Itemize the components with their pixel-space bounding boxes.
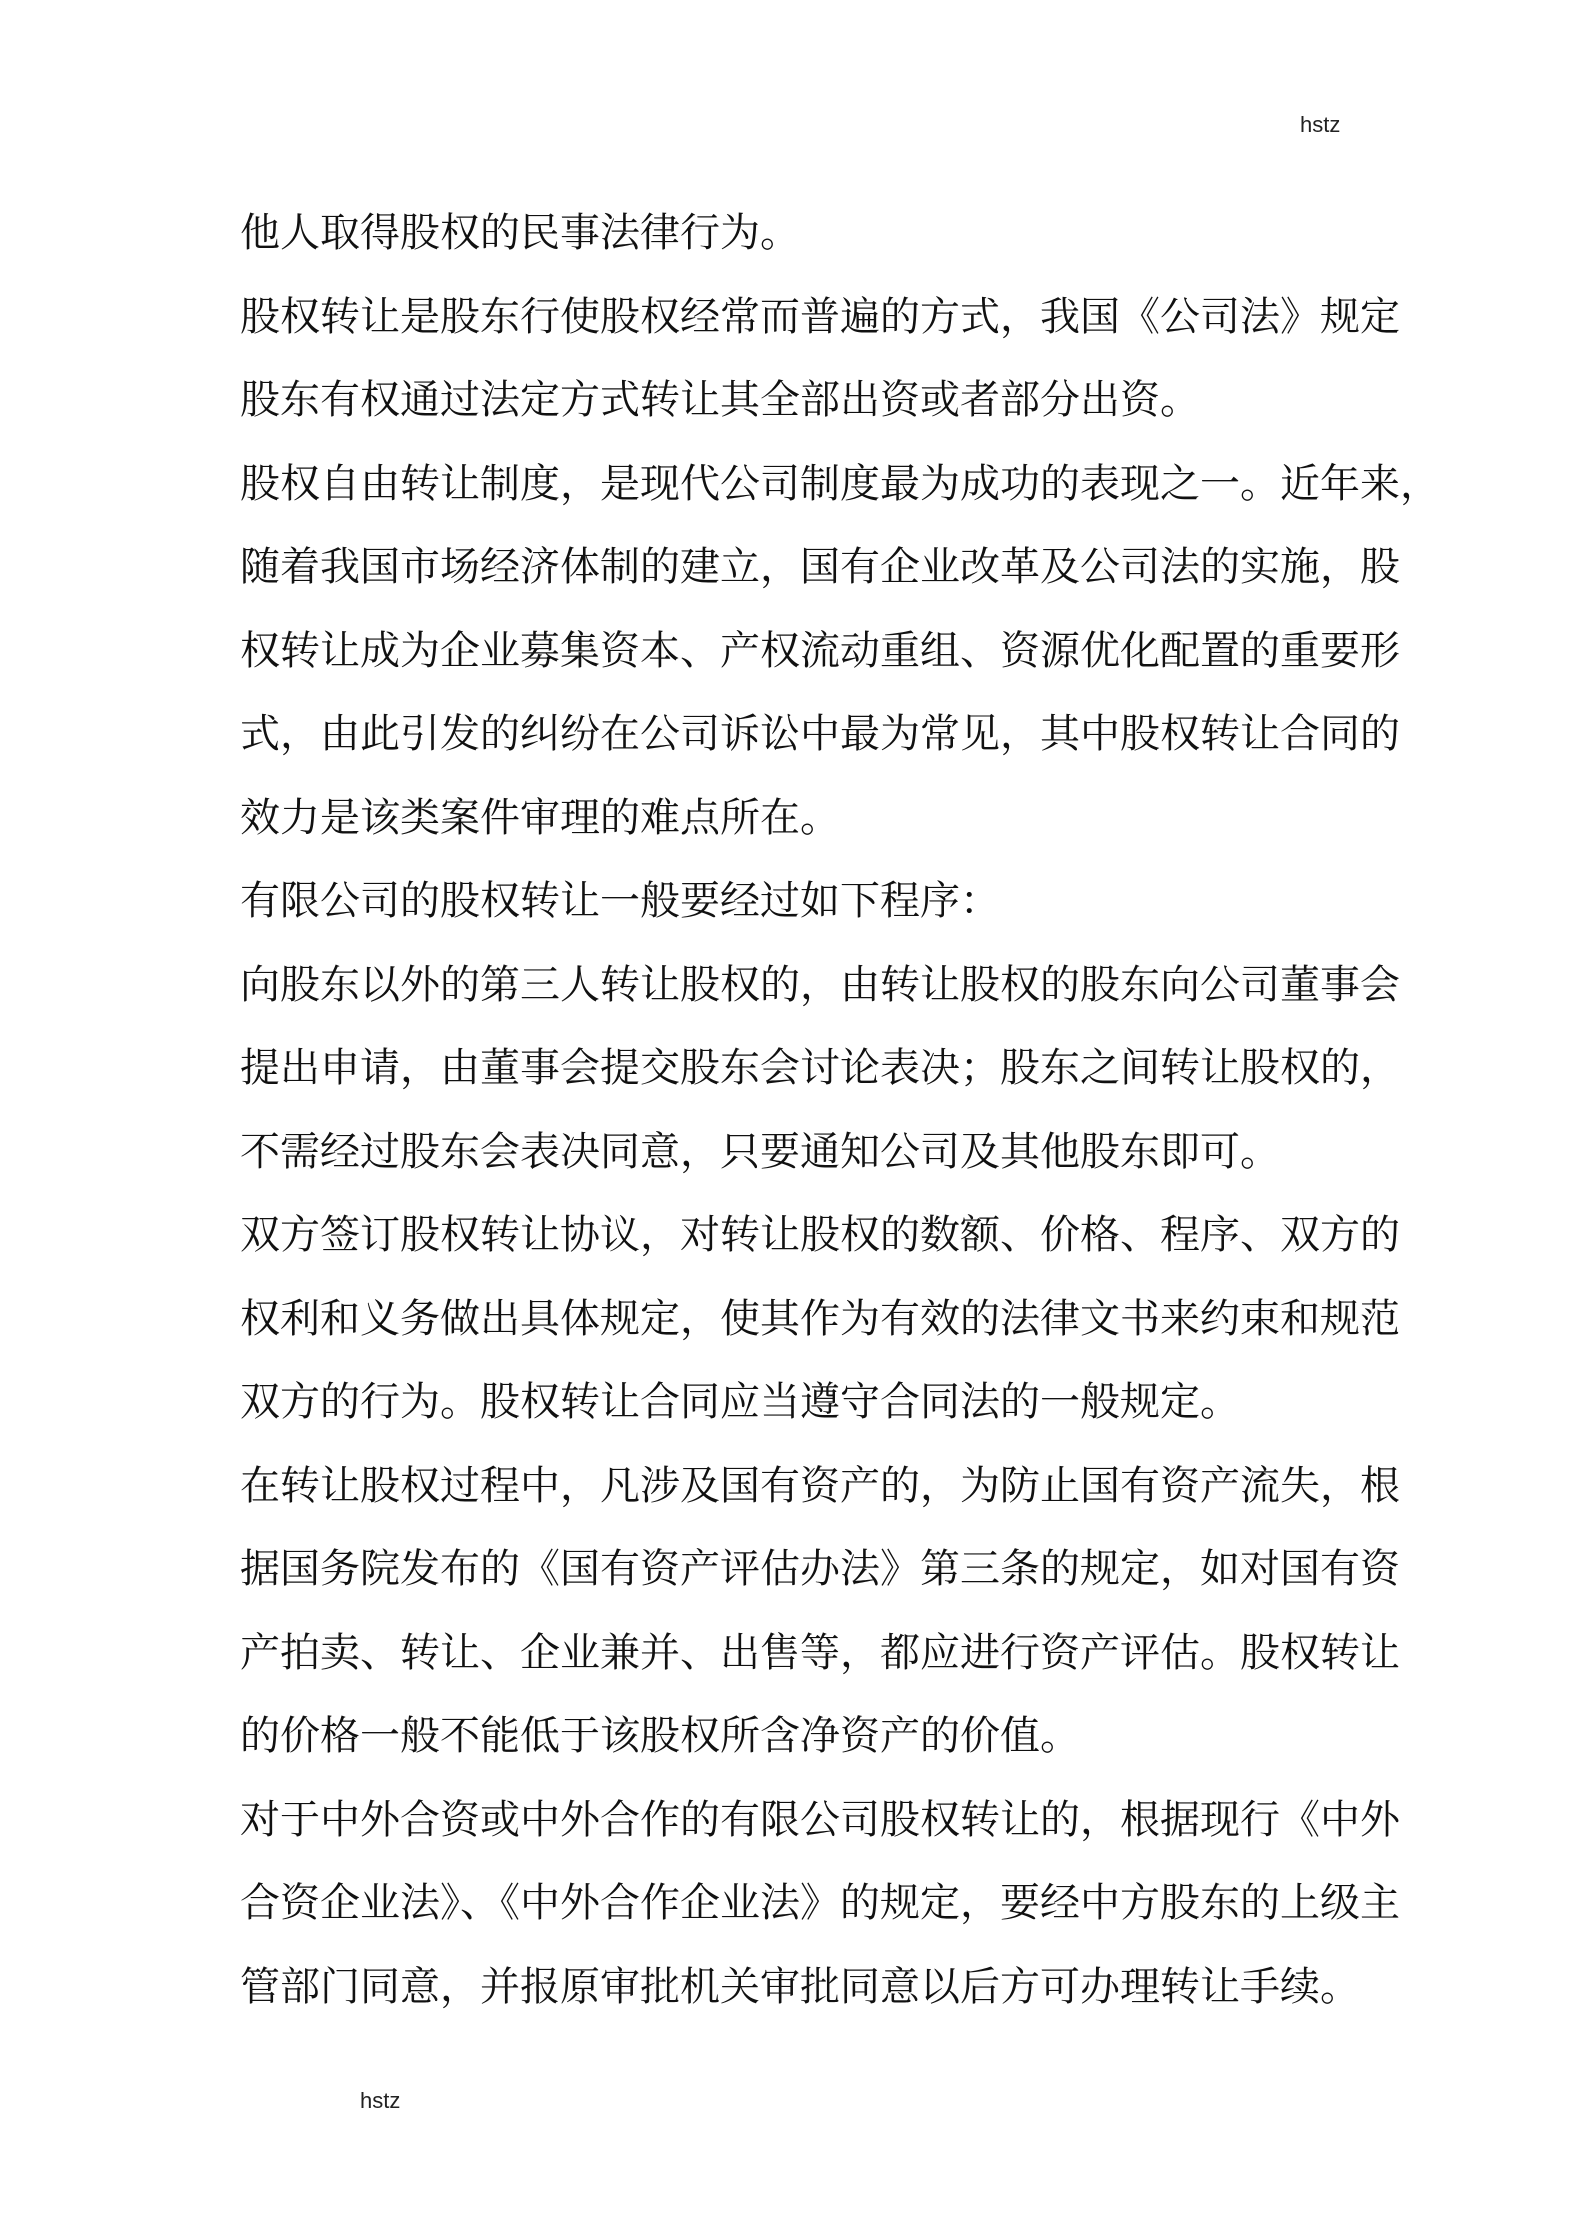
footer-mark: hstz (360, 2088, 401, 2113)
text-line: 合资企业法》、《中外合作企业法》的规定，要经中方股东的上级主 (240, 1880, 1400, 1926)
text-line: 他人取得股权的民事法律行为。 (240, 210, 800, 256)
text-line: 不需经过股东会表决同意，只要通知公司及其他股东即可。 (240, 1128, 1280, 1175)
body-text (240, 192, 1440, 2029)
text-line: 权转让成为企业募集资本、产权流动重组、资源优化配置的重要形 (240, 627, 1400, 674)
text-line: 权利和义务做出具体规定，使其作为有效的法律文书来约束和规范 (240, 1295, 1400, 1342)
text-line: 随着我国市场经济体制的建立，国有企业改革及公司法的实施，股 (240, 544, 1400, 590)
text-line: 双方签订股权转让协议，对转让股权的数额、价格、程序、双方的 (240, 1212, 1400, 1258)
text-line: 双方的行为。股权转让合同应当遵守合同法的一般规定。 (240, 1379, 1240, 1425)
text-line: 管部门同意，并报原审批机关审批同意以后方可办理转让手续。 (240, 1963, 1360, 2010)
text-line: 效力是该类案件审理的难点所在。 (240, 794, 840, 841)
text-line: 据国务院发布的《国有资产评估办法》第三条的规定，如对国有资 (240, 1546, 1400, 1592)
header-mark: hstz (1300, 112, 1341, 137)
text-line: 有限公司的股权转让一般要经过如下程序： (240, 878, 1000, 924)
text-line: 股权转让是股东行使股权经常而普遍的方式，我国《公司法》规定 (240, 293, 1400, 340)
text-line: 股权自由转让制度，是现代公司制度最为成功的表现之一。近年来， (240, 460, 1440, 507)
text-line: 股东有权通过法定方式转让其全部出资或者部分出资。 (240, 377, 1200, 423)
text-line: 在转让股权过程中，凡涉及国有资产的，为防止国有资产流失，根 (240, 1462, 1400, 1509)
text-line: 产拍卖、转让、企业兼并、出售等，都应进行资产评估。股权转让 (240, 1629, 1400, 1676)
text-line: 的价格一般不能低于该股权所含净资产的价值。 (240, 1713, 1080, 1759)
text-line: 对于中外合资或中外合作的有限公司股权转让的，根据现行《中外 (240, 1796, 1400, 1843)
text-line: 提出申请，由董事会提交股东会讨论表决；股东之间转让股权的， (240, 1045, 1400, 1091)
text-line: 式，由此引发的纠纷在公司诉讼中最为常见，其中股权转让合同的 (240, 711, 1400, 757)
text-line: 向股东以外的第三人转让股权的，由转让股权的股东向公司董事会 (240, 961, 1400, 1008)
